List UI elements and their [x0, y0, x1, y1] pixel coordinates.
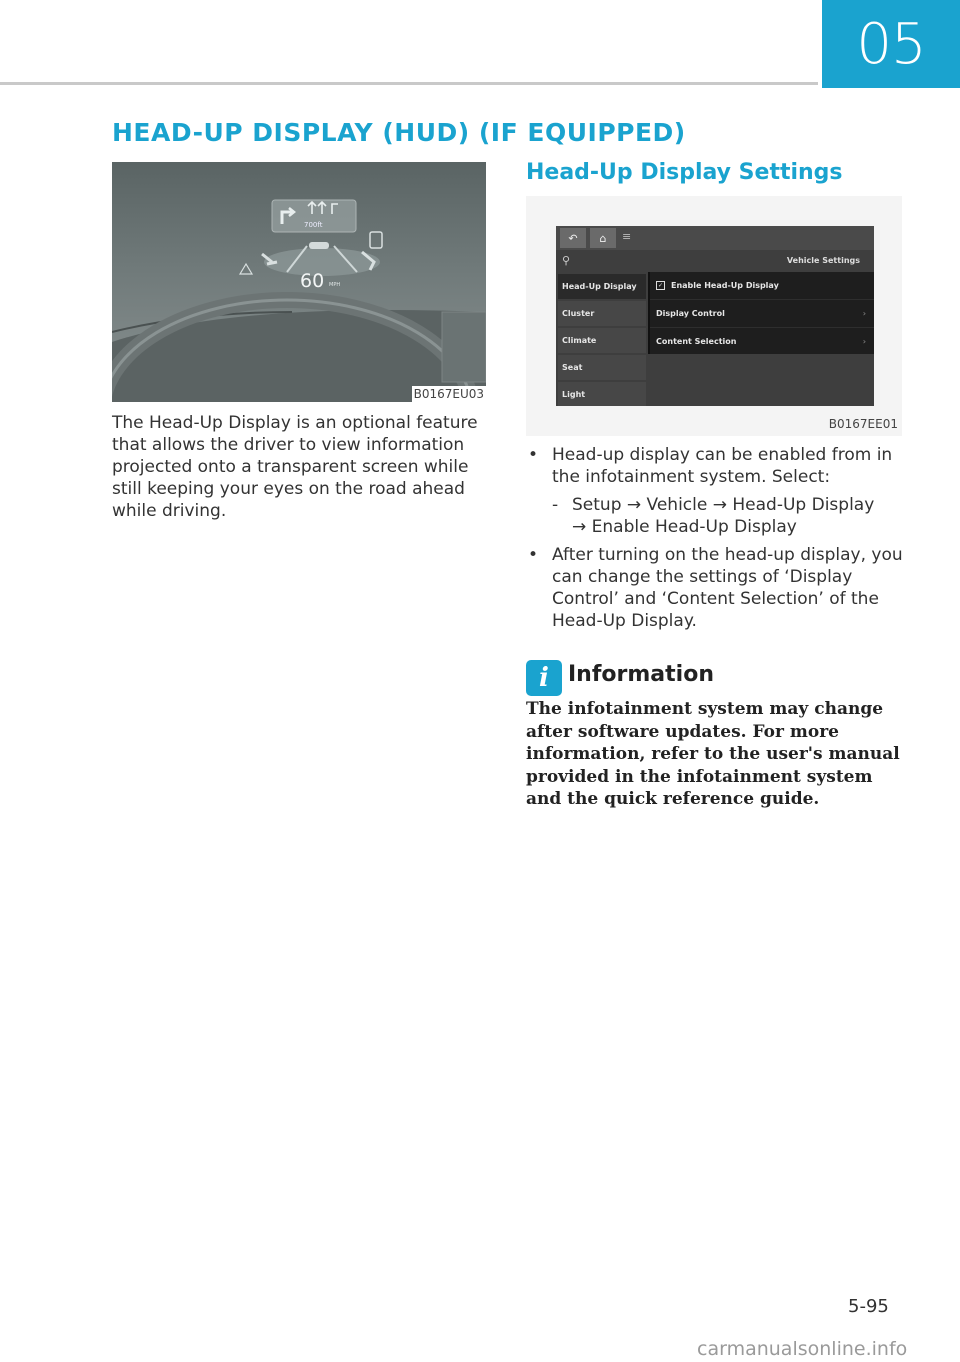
figure-caption: B0167EE01 — [828, 417, 898, 431]
step-line: → Enable Head-Up Display — [572, 517, 797, 537]
speed-unit-text: MPH — [329, 282, 341, 288]
section-title: HEAD-UP DISPLAY (HUD) (IF EQUIPPED) — [112, 118, 686, 147]
figure-caption: B0167EU03 — [413, 387, 484, 401]
home-icon: ⌂ — [590, 228, 616, 248]
option-content-selection — [650, 328, 874, 355]
info-icon: i — [526, 660, 562, 696]
infotainment-screen — [556, 226, 874, 406]
step-item — [526, 494, 906, 538]
screen-menu — [558, 274, 646, 406]
bullet-text: After turning on the head-up display, you can change the settings of ‘Display Control’ and ‘Content Selection’ of the Head-Up Display. — [552, 545, 903, 631]
subsection-title: Head-Up Display Settings — [526, 160, 843, 185]
menu-item-climate: Climate — [558, 328, 646, 353]
screen-options-panel — [648, 272, 874, 354]
menu-item-cluster: Cluster — [558, 301, 646, 326]
distance-text: 700ft — [304, 221, 323, 229]
menu-item-light: Light — [558, 382, 646, 406]
settings-figure — [526, 196, 902, 436]
bullet-text: Head-up display can be enabled from in the infotainment system. Select: — [552, 445, 893, 487]
warning-icon — [240, 264, 252, 274]
chevron-right-icon: › — [862, 337, 866, 346]
bullet-icon: • — [528, 545, 539, 565]
option-label: Display Control — [656, 309, 725, 318]
option-enable-hud — [650, 272, 874, 300]
dash-icon: - — [552, 495, 559, 515]
page-number: 5-95 — [848, 1296, 889, 1317]
information-title: Information — [568, 662, 714, 687]
chevron-right-icon: › — [862, 309, 866, 318]
intro-paragraph: The Head-Up Display is an optional feature that allows the driver to view information projected onto a transparent screen while still keeping your eyes on the road ahead while driving. — [112, 413, 478, 521]
header-rule — [0, 82, 818, 85]
speed-text: 60 — [300, 270, 325, 292]
step-line: Setup → Vehicle → Head-Up Display — [572, 495, 875, 515]
information-body: The infotainment system may change after software updates. For more information, refer to the user's manual provided in the infotainment system and the quick reference guide. — [526, 699, 900, 809]
settings-bullets — [526, 444, 906, 632]
option-label: Enable Head-Up Display — [671, 281, 779, 290]
screen-title: Vehicle Settings — [786, 256, 860, 265]
fuel-icon — [370, 232, 382, 248]
bullet-item — [526, 544, 906, 632]
menu-icon: ≡ — [622, 230, 632, 243]
search-icon: ⚲ — [562, 254, 571, 267]
chapter-tab: 05 — [822, 0, 960, 88]
option-display-control — [650, 300, 874, 328]
car-icon — [309, 242, 329, 249]
hud-illustration — [112, 162, 486, 402]
watermark: carmanualsonline.info — [697, 1338, 908, 1360]
screen-top-bar — [556, 226, 874, 250]
option-label: Content Selection — [656, 337, 737, 346]
menu-item-seat: Seat — [558, 355, 646, 380]
menu-item-head-up-display: Head-Up Display — [558, 274, 646, 299]
bullet-item — [526, 444, 906, 488]
checkbox-icon: ✓ — [657, 282, 664, 289]
bullet-icon: • — [528, 445, 539, 465]
back-icon: ↶ — [560, 228, 586, 248]
hud-figure — [112, 162, 486, 402]
